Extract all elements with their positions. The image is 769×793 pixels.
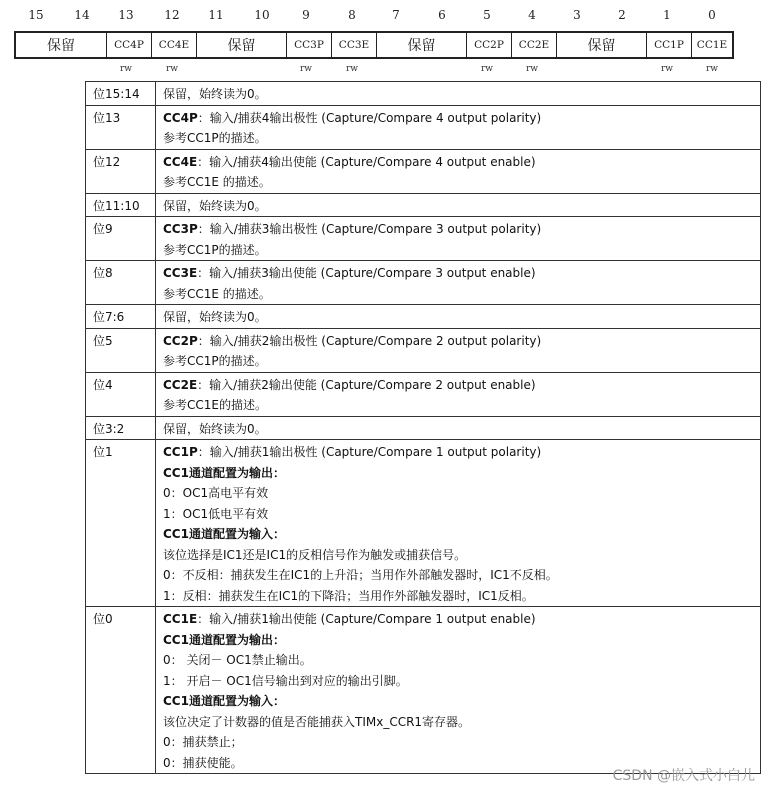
field-reserved-3-2: 保留 (556, 33, 646, 57)
table-row (86, 217, 761, 261)
bit-description-body (86, 82, 761, 774)
access-type-row (14, 64, 734, 76)
description-line (163, 395, 753, 416)
bit-number: 12 (164, 8, 180, 22)
bit-number: 2 (618, 8, 626, 22)
field-reserved-11-10: 保留 (196, 33, 286, 57)
description-text: 1：OC1低电平有效 (163, 506, 269, 521)
description-text: 参考CC1E 的描述。 (163, 175, 271, 189)
description-text: ：输入/捕获4输出使能 (Capture/Compare 4 output enable) (197, 154, 536, 169)
description-line (163, 331, 753, 352)
bit-description-cell (156, 217, 761, 261)
bit-description-table (85, 81, 761, 774)
description-line (163, 375, 753, 396)
description-line (163, 650, 753, 671)
table-row (86, 328, 761, 372)
description-text: 1： 开启－ OC1信号输出到对应的输出引脚。 (163, 673, 408, 688)
description-bold-text: CC2P (163, 333, 198, 348)
description-bold-text: CC1E (163, 612, 198, 626)
description-text: 保留，始终读为0。 (163, 310, 267, 324)
bit-position-cell: 位15:14 (86, 82, 156, 106)
table-row (86, 193, 761, 217)
bit-description-cell (156, 440, 761, 607)
field-cc2e: CC2E (511, 33, 556, 57)
access-label: rw (119, 64, 132, 74)
description-text: 参考CC1P的描述。 (163, 242, 267, 257)
bit-position-cell: 位12 (86, 149, 156, 193)
bit-position-cell: 位11:10 (86, 193, 156, 217)
description-bold-text: CC2E (163, 377, 198, 392)
description-text: ：输入/捕获1输出使能 (Capture/Compare 1 output enable) (197, 612, 536, 626)
bit-number: 10 (254, 8, 270, 22)
description-line (163, 463, 753, 484)
bit-number: 14 (74, 8, 90, 22)
bit-number: 8 (348, 8, 356, 22)
description-line (163, 609, 753, 630)
description-line (163, 630, 753, 651)
description-text: 参考CC1P的描述。 (163, 354, 267, 368)
description-text: ：输入/捕获3输出极性 (Capture/Compare 3 output polarity) (197, 222, 542, 236)
field-reserved-7-6: 保留 (376, 33, 466, 57)
description-bold-text: CC4P (163, 110, 198, 125)
bit-position-cell: 位5 (86, 328, 156, 372)
description-line (163, 732, 753, 753)
access-label: rw (345, 64, 358, 74)
bit-description-cell (156, 607, 761, 774)
access-label: rw (165, 64, 178, 74)
description-line (163, 586, 753, 607)
description-text: 保留，始终读为0。 (163, 421, 267, 436)
description-line (163, 240, 753, 261)
bit-description-cell (156, 105, 761, 149)
register-bitfield-row (14, 31, 734, 59)
watermark: CSDN @嵌入式小白儿 (612, 768, 755, 784)
description-text: 保留，始终读为0。 (163, 87, 267, 101)
description-bold-text: CC3E (163, 266, 198, 280)
field-cc1p: CC1P (646, 33, 691, 57)
description-line (163, 442, 753, 463)
bit-position-cell: 位13 (86, 105, 156, 149)
description-line (163, 419, 753, 440)
access-label: rw (705, 64, 718, 74)
table-row (86, 149, 761, 193)
description-line (163, 196, 753, 217)
bit-position-cell: 位3:2 (86, 416, 156, 440)
description-line (163, 307, 753, 328)
description-line (163, 128, 753, 149)
description-text: 0：OC1高电平有效 (163, 486, 269, 500)
bit-number: 9 (302, 8, 310, 22)
description-text: ：输入/捕获2输出极性 (Capture/Compare 2 output polarity) (197, 333, 542, 348)
bit-position-cell: 位8 (86, 261, 156, 305)
description-bold-text: CC1通道配置为输出： (163, 632, 285, 647)
description-bold-text: CC3P (163, 222, 198, 236)
table-row (86, 82, 761, 106)
bit-number: 0 (708, 8, 716, 22)
bit-description-cell (156, 416, 761, 440)
bit-description-cell (156, 328, 761, 372)
table-row (86, 416, 761, 440)
description-text: 该位选择是IC1还是IC1的反相信号作为触发或捕获信号。 (163, 547, 467, 562)
description-line (163, 671, 753, 692)
description-line (163, 152, 753, 173)
bit-description-cell (156, 372, 761, 416)
description-bold-text: CC1通道配置为输入： (163, 527, 285, 541)
description-line (163, 691, 753, 712)
access-label: rw (299, 64, 312, 74)
bit-position-cell: 位0 (86, 607, 156, 774)
bit-position-cell: 位1 (86, 440, 156, 607)
description-text: ：输入/捕获2输出使能 (Capture/Compare 2 output enable) (197, 377, 536, 392)
description-bold-text: CC1通道配置为输出： (163, 465, 285, 480)
description-line (163, 565, 753, 586)
description-text: ：输入/捕获1输出极性 (Capture/Compare 1 output polarity) (197, 445, 542, 459)
description-line (163, 263, 753, 284)
description-text: 参考CC1E的描述。 (163, 398, 267, 412)
field-cc4p: CC4P (106, 33, 151, 57)
description-bold-text: CC4E (163, 154, 198, 169)
bit-description-cell (156, 149, 761, 193)
description-text: 参考CC1P的描述。 (163, 131, 267, 145)
description-line (163, 483, 753, 504)
description-text: 0：不反相：捕获发生在IC1的上升沿；当用作外部触发器时，IC1不反相。 (163, 568, 558, 582)
bit-position-cell: 位9 (86, 217, 156, 261)
bit-number: 3 (573, 8, 581, 22)
bit-number: 1 (663, 8, 671, 22)
description-line (163, 172, 753, 193)
bit-number: 6 (438, 8, 446, 22)
description-text: ：输入/捕获4输出极性 (Capture/Compare 4 output polarity) (197, 110, 542, 125)
table-row (86, 372, 761, 416)
description-text: 0：捕获使能。 (163, 755, 243, 770)
bit-number: 7 (392, 8, 400, 22)
description-text: 该位决定了计数器的值是否能捕获入TIMx_CCR1寄存器。 (163, 714, 471, 729)
description-text: 1：反相：捕获发生在IC1的下降沿；当用作外部触发器时，IC1反相。 (163, 588, 534, 603)
description-bold-text: CC1通道配置为输入： (163, 694, 285, 708)
description-text: 参考CC1E 的描述。 (163, 286, 271, 301)
access-label: rw (480, 64, 493, 74)
field-reserved-15-14: 保留 (47, 38, 75, 54)
description-line (163, 504, 753, 525)
description-line (163, 84, 753, 105)
description-line (163, 219, 753, 240)
field-cc3p: CC3P (286, 33, 331, 57)
bit-description-cell (156, 261, 761, 305)
bit-description-cell (156, 305, 761, 329)
description-line (163, 545, 753, 566)
bit-description-cell (156, 193, 761, 217)
field-cc4e: CC4E (151, 33, 196, 57)
description-text: 0：捕获禁止； (163, 735, 243, 749)
description-line (163, 524, 753, 545)
description-line (163, 284, 753, 305)
description-text: 保留，始终读为0。 (163, 198, 267, 213)
field-cc1e: CC1E (691, 33, 732, 57)
table-row (86, 607, 761, 774)
bit-number: 15 (28, 8, 44, 22)
description-line (163, 712, 753, 733)
bit-number-row (14, 8, 734, 24)
bit-position-cell: 位4 (86, 372, 156, 416)
table-row (86, 305, 761, 329)
bit-number: 4 (528, 8, 536, 22)
access-label: rw (660, 64, 673, 74)
table-row (86, 105, 761, 149)
table-row (86, 261, 761, 305)
field-cc2p: CC2P (466, 33, 511, 57)
bit-number: 5 (483, 8, 491, 22)
table-row (86, 440, 761, 607)
description-line (163, 351, 753, 372)
bit-number: 13 (118, 8, 134, 22)
bit-number: 11 (208, 8, 224, 22)
description-text: 0： 关闭－ OC1禁止输出。 (163, 653, 312, 667)
access-label: rw (525, 64, 538, 74)
description-bold-text: CC1P (163, 445, 198, 459)
description-text: ：输入/捕获3输出使能 (Capture/Compare 3 output enable) (197, 266, 536, 280)
field-cc3e: CC3E (331, 33, 376, 57)
bit-description-cell (156, 82, 761, 106)
description-line (163, 108, 753, 129)
bit-position-cell: 位7:6 (86, 305, 156, 329)
